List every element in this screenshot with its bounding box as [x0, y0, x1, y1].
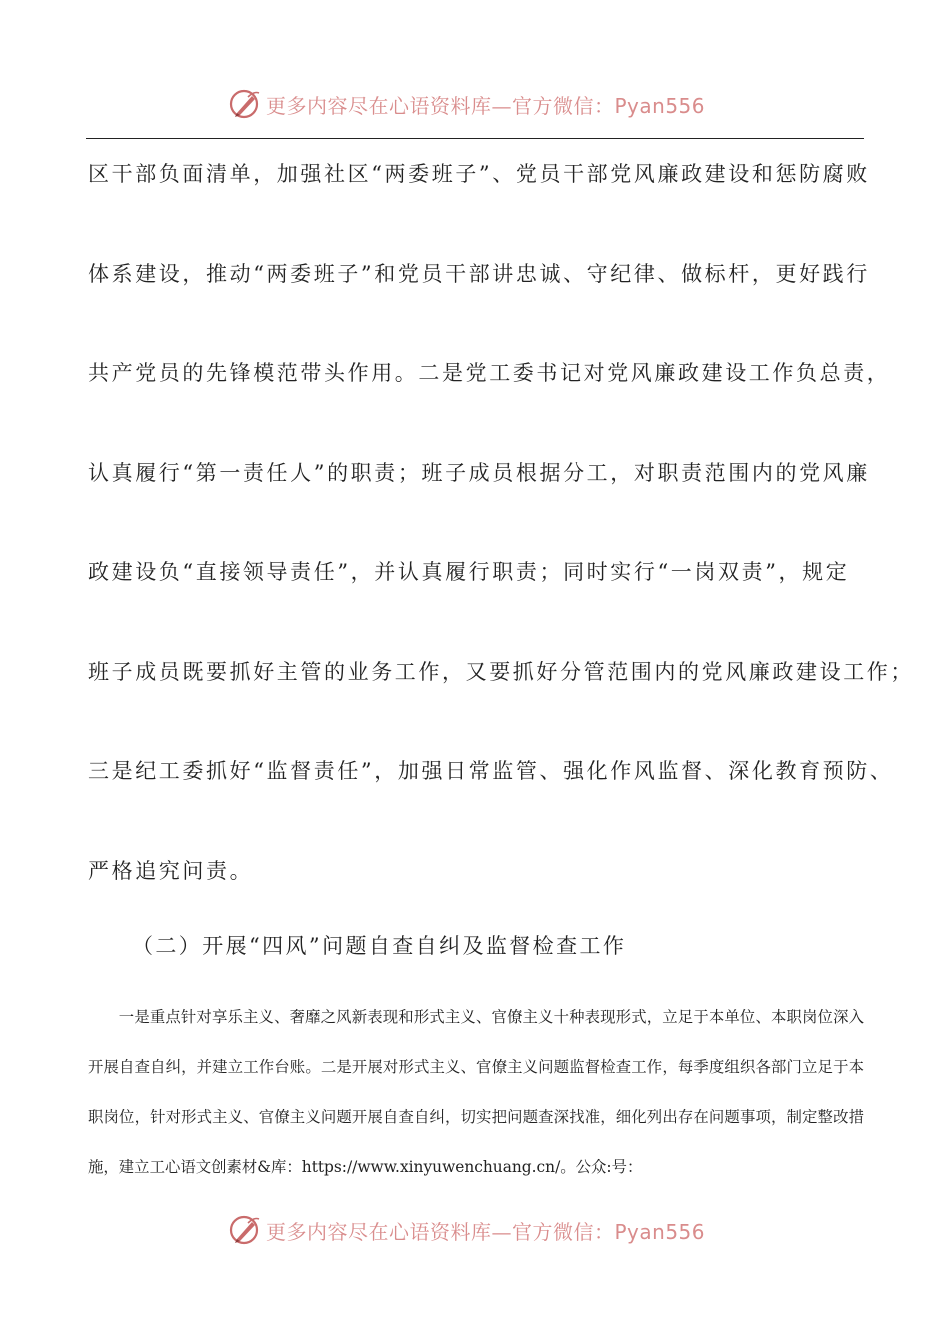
- banner-separator: —: [491, 93, 512, 118]
- banner-text: [266, 90, 705, 119]
- footer-banner: [228, 1210, 705, 1250]
- body-line: 共产党员的先锋模范带头作用。二是党工委书记对党风廉政建设工作负总责，: [88, 361, 891, 385]
- banner-label: 官方微信：: [512, 1219, 615, 1244]
- body-line: 班子成员既要抓好主管的业务工作，又要抓好分管范围内的党风廉政建设工作；: [88, 660, 914, 684]
- header-banner: [228, 84, 705, 124]
- pen-logo-icon: [228, 87, 262, 121]
- banner-separator: —: [491, 1219, 512, 1244]
- banner-wechat-id: Pyan556: [614, 1219, 706, 1244]
- body-paragraph: 一是重点针对享乐主义、奢靡之风新表现和形式主义、官僚主义十种表现形式，立足于本单位、本职岗位深入开展自查自纠，并建立工作台账。二是开展对形式主义、官僚主义问题监督检查工作，每季度组织各部门立足于本职岗位，针对形式主义、官僚主义问题开展自查自纠，切实把问题查深找准，细化列出存在问题事项，制定整改措施，建立工心语文创素材&库：https://www.xinyuwenchuang.cn/。公众:号：: [88, 1008, 864, 1176]
- banner-label: 官方微信：: [512, 93, 615, 118]
- body-line: 三是纪工委抓好“监督责任”，加强日常监管、强化作风监督、深化教育预防、: [88, 759, 894, 783]
- banner-text: [266, 1216, 705, 1245]
- banner-main: 更多内容尽在心语资料库: [266, 1219, 492, 1244]
- body-line: 政建设负“直接领导责任”，并认真履行职责；同时实行“一岗双责”，规定: [88, 560, 850, 584]
- body-line: 严格追究问责。: [88, 859, 254, 883]
- pen-logo-icon: [228, 1213, 262, 1247]
- banner-main: 更多内容尽在心语资料库: [266, 93, 492, 118]
- body-line: 体系建设，推动“两委班子”和党员干部讲忠诚、守纪律、做标杆，更好践行: [88, 262, 870, 286]
- header-divider: [86, 138, 864, 139]
- banner-wechat-id: Pyan556: [614, 93, 706, 118]
- body-line: 区干部负面清单，加强社区“两委班子”、党员干部党风廉政建设和惩防腐败: [88, 162, 870, 186]
- section-heading: （二）开展“四风”问题自查自纠及监督检查工作: [132, 934, 627, 958]
- body-line: 认真履行“第一责任人”的职责；班子成员根据分工，对职责范围内的党风廉: [88, 461, 870, 485]
